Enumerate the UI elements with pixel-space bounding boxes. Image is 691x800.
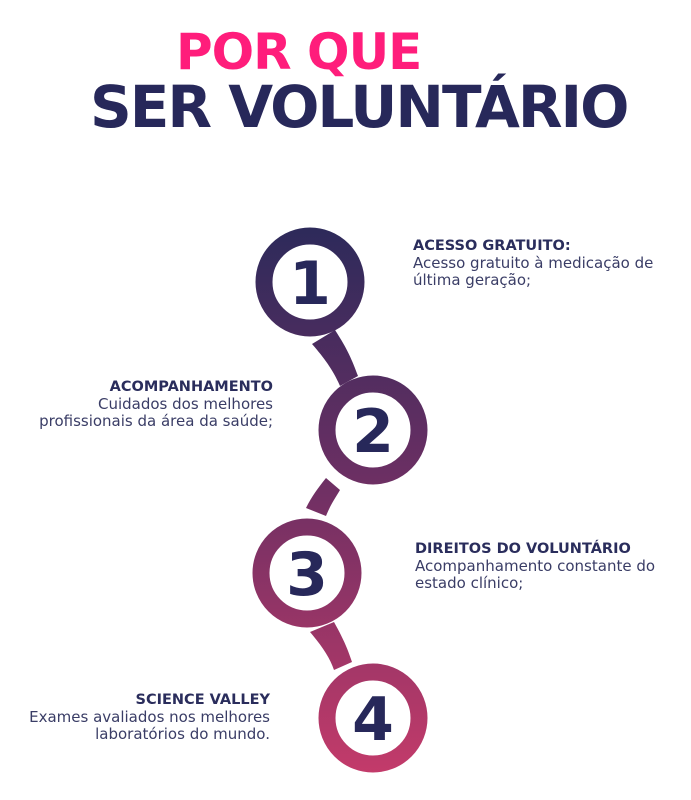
connector-1-2 (312, 330, 358, 386)
step-4-text (18, 692, 270, 743)
step-3-heading: DIREITOS DO VOLUNTÁRIO (415, 541, 631, 557)
connector-2-3 (306, 478, 340, 516)
connector-3-4 (310, 622, 352, 670)
step-3-text (415, 541, 665, 592)
step-4-heading: SCIENCE VALLEY (135, 692, 270, 708)
title-line-2: SER VOLUNTÁRIO (90, 73, 628, 141)
step-number-3: 3 (286, 540, 328, 610)
step-1-description: Acesso gratuito à medicação de última geração; (413, 254, 654, 289)
step-number-4: 4 (352, 685, 394, 755)
step-4-description: Exames avaliados nos melhores laboratórios do mundo. (29, 708, 270, 743)
title-line-1: POR QUE (176, 23, 422, 81)
step-1-heading: ACESSO GRATUITO: (413, 238, 571, 254)
step-3-description: Acompanhamento constante do estado clínico; (415, 557, 656, 592)
step-number-1: 1 (289, 249, 331, 319)
step-2-heading: ACOMPANHAMENTO (109, 379, 273, 395)
step-2-text (30, 379, 273, 430)
step-number-2: 2 (352, 397, 394, 467)
step-1-text (413, 238, 673, 289)
step-2-description: Cuidados dos melhores profissionais da área da saúde; (39, 395, 273, 430)
